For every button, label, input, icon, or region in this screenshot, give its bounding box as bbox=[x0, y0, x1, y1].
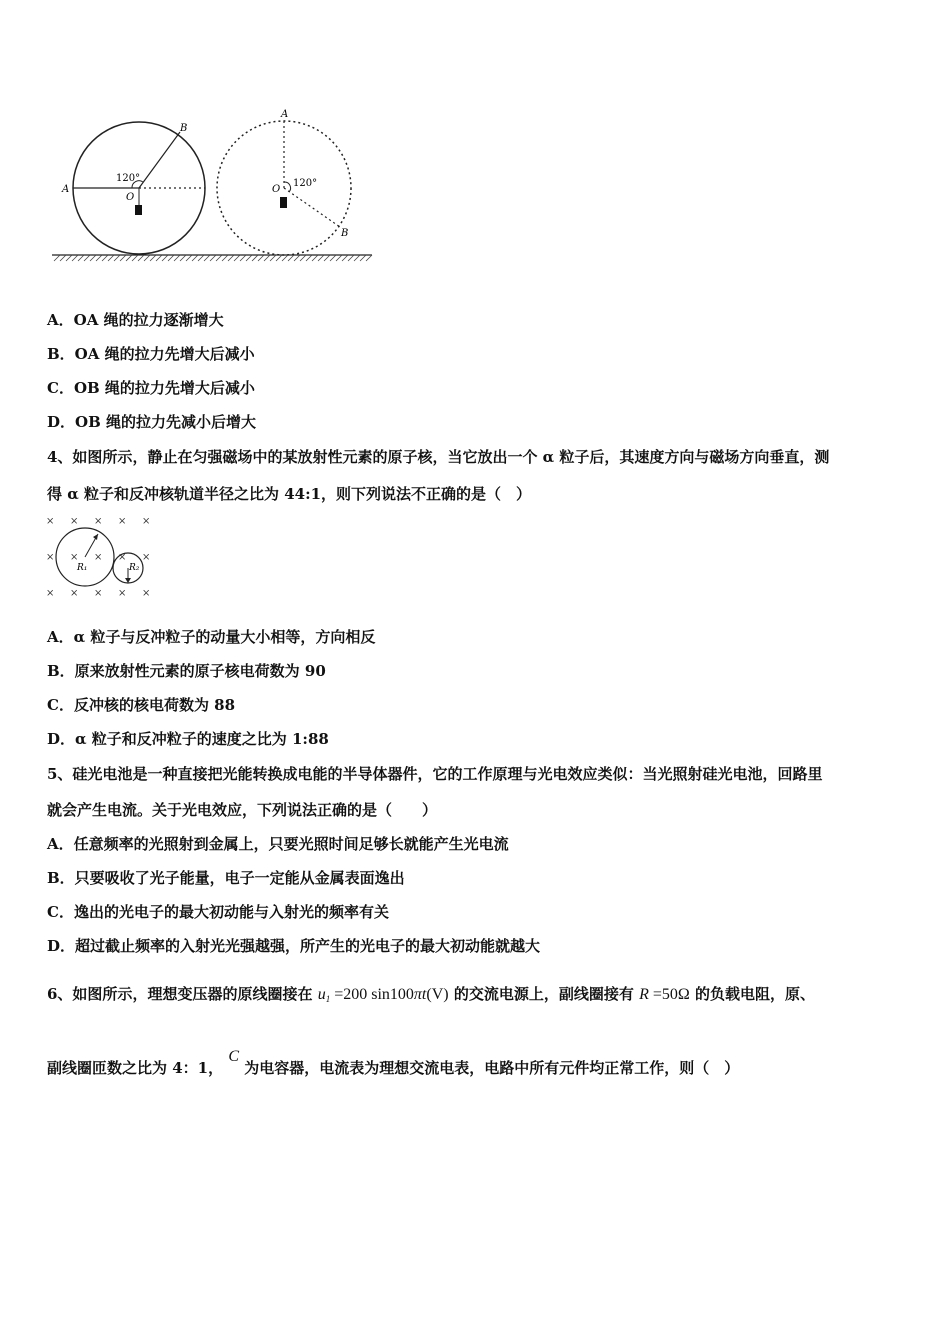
q3-option-d: D．OB 绳的拉力先减小后增大 bbox=[47, 413, 256, 431]
q3-option-c: C．OB 绳的拉力先增大后减小 bbox=[47, 379, 255, 397]
right-label-a: A bbox=[281, 109, 289, 120]
left-ob-line bbox=[139, 132, 180, 188]
figure-circles bbox=[50, 100, 380, 270]
q3-option-b: B．OA 绳的拉力先增大后减小 bbox=[47, 345, 255, 363]
q5-option-b: B．只要吸收了光子能量，电子一定能从金属表面逸出 bbox=[47, 869, 405, 887]
right-weight bbox=[280, 197, 287, 208]
q4-option-d: D．α 粒子和反冲粒子的速度之比为 1:88 bbox=[47, 730, 329, 748]
left-label-o: O bbox=[126, 192, 135, 203]
q4-option-a: A．α 粒子与反冲粒子的动量大小相等，方向相反 bbox=[47, 628, 376, 646]
q4-option-c: C．反冲核的核电荷数为 88 bbox=[47, 696, 236, 714]
right-ob-line bbox=[284, 188, 340, 227]
svg-text:×: × bbox=[142, 588, 151, 599]
svg-text:×: × bbox=[94, 588, 103, 599]
right-label-o: O bbox=[272, 184, 281, 195]
label-r1: R₁ bbox=[77, 563, 88, 573]
svg-text:×: × bbox=[46, 552, 55, 563]
q6-suffix: 的负载电阻，原、 bbox=[695, 985, 816, 1003]
ground-hatch bbox=[54, 255, 372, 261]
field-crosses bbox=[46, 516, 150, 599]
q6-stem-line2 bbox=[47, 1048, 740, 1080]
q4-stem-line2: 得 α 粒子和反冲核轨道半径之比为 44:1，则下列说法不正确的是（ ） bbox=[47, 485, 532, 503]
svg-text:×: × bbox=[46, 588, 55, 599]
label-r2: R₂ bbox=[129, 563, 140, 573]
svg-text:×: × bbox=[142, 516, 151, 527]
q4-stem-line1: 4、如图所示，静止在匀强磁场中的某放射性元素的原子核，当它放出一个 α 粒子后，其速度方向与磁场方向垂直，测 bbox=[47, 448, 830, 466]
left-label-a: A bbox=[62, 184, 70, 195]
right-label-b: B bbox=[341, 228, 349, 239]
svg-text:×: × bbox=[94, 552, 103, 563]
q6-mid: 的交流电源上，副线圈接有 bbox=[453, 985, 634, 1003]
svg-text:×: × bbox=[70, 588, 79, 599]
q6-line2-prefix: 副线圈匝数之比为 4：1， bbox=[47, 1059, 224, 1077]
svg-text:×: × bbox=[118, 516, 127, 527]
q6-stem-line1 bbox=[47, 983, 815, 1010]
q6-formula-resistance: R =50Ω bbox=[639, 986, 690, 1003]
svg-text:×: × bbox=[70, 552, 79, 563]
svg-text:×: × bbox=[94, 516, 103, 527]
q5-option-a: A．任意频率的光照射到金属上，只要光照时间足够长就能产生光电流 bbox=[47, 835, 509, 853]
q5-option-d: D．超过截止频率的入射光光强越强，所产生的光电子的最大初动能就越大 bbox=[47, 937, 541, 955]
svg-text:×: × bbox=[118, 552, 127, 563]
figure-magnetic-field bbox=[40, 512, 160, 602]
svg-text:×: × bbox=[118, 588, 127, 599]
svg-text:×: × bbox=[46, 516, 55, 527]
q6-line2-suffix: 为电容器，电流表为理想交流电表，电路中所有元件均正常工作，则（ ） bbox=[244, 1059, 740, 1077]
q6-formula-voltage: $u_1 =200$ sin100πt(V) bbox=[317, 986, 449, 1004]
q6-formula-capacitor: C bbox=[228, 1048, 240, 1065]
svg-text:×: × bbox=[70, 516, 79, 527]
left-label-b: B bbox=[180, 123, 188, 134]
q5-option-c: C．逸出的光电子的最大初动能与入射光的频率有关 bbox=[47, 903, 389, 921]
q3-option-a: A．OA 绳的拉力逐渐增大 bbox=[47, 311, 224, 329]
svg-text:×: × bbox=[142, 552, 151, 563]
q5-stem-line1: 5、硅光电池是一种直接把光能转换成电能的半导体器件，它的工作原理与光电效应类似：当光照射硅光电池，回路里 bbox=[47, 765, 823, 783]
right-label-angle: 120° bbox=[293, 178, 318, 189]
q6-prefix: 6、如图所示，理想变压器的原线圈接在 bbox=[47, 985, 313, 1003]
left-label-angle: 120° bbox=[116, 173, 141, 184]
q5-stem-line2: 就会产生电流。关于光电效应，下列说法正确的是（ ） bbox=[47, 801, 438, 819]
q4-option-b: B．原来放射性元素的原子核电荷数为 90 bbox=[47, 662, 326, 680]
right-angle-arc bbox=[284, 182, 291, 192]
left-weight bbox=[135, 205, 142, 215]
